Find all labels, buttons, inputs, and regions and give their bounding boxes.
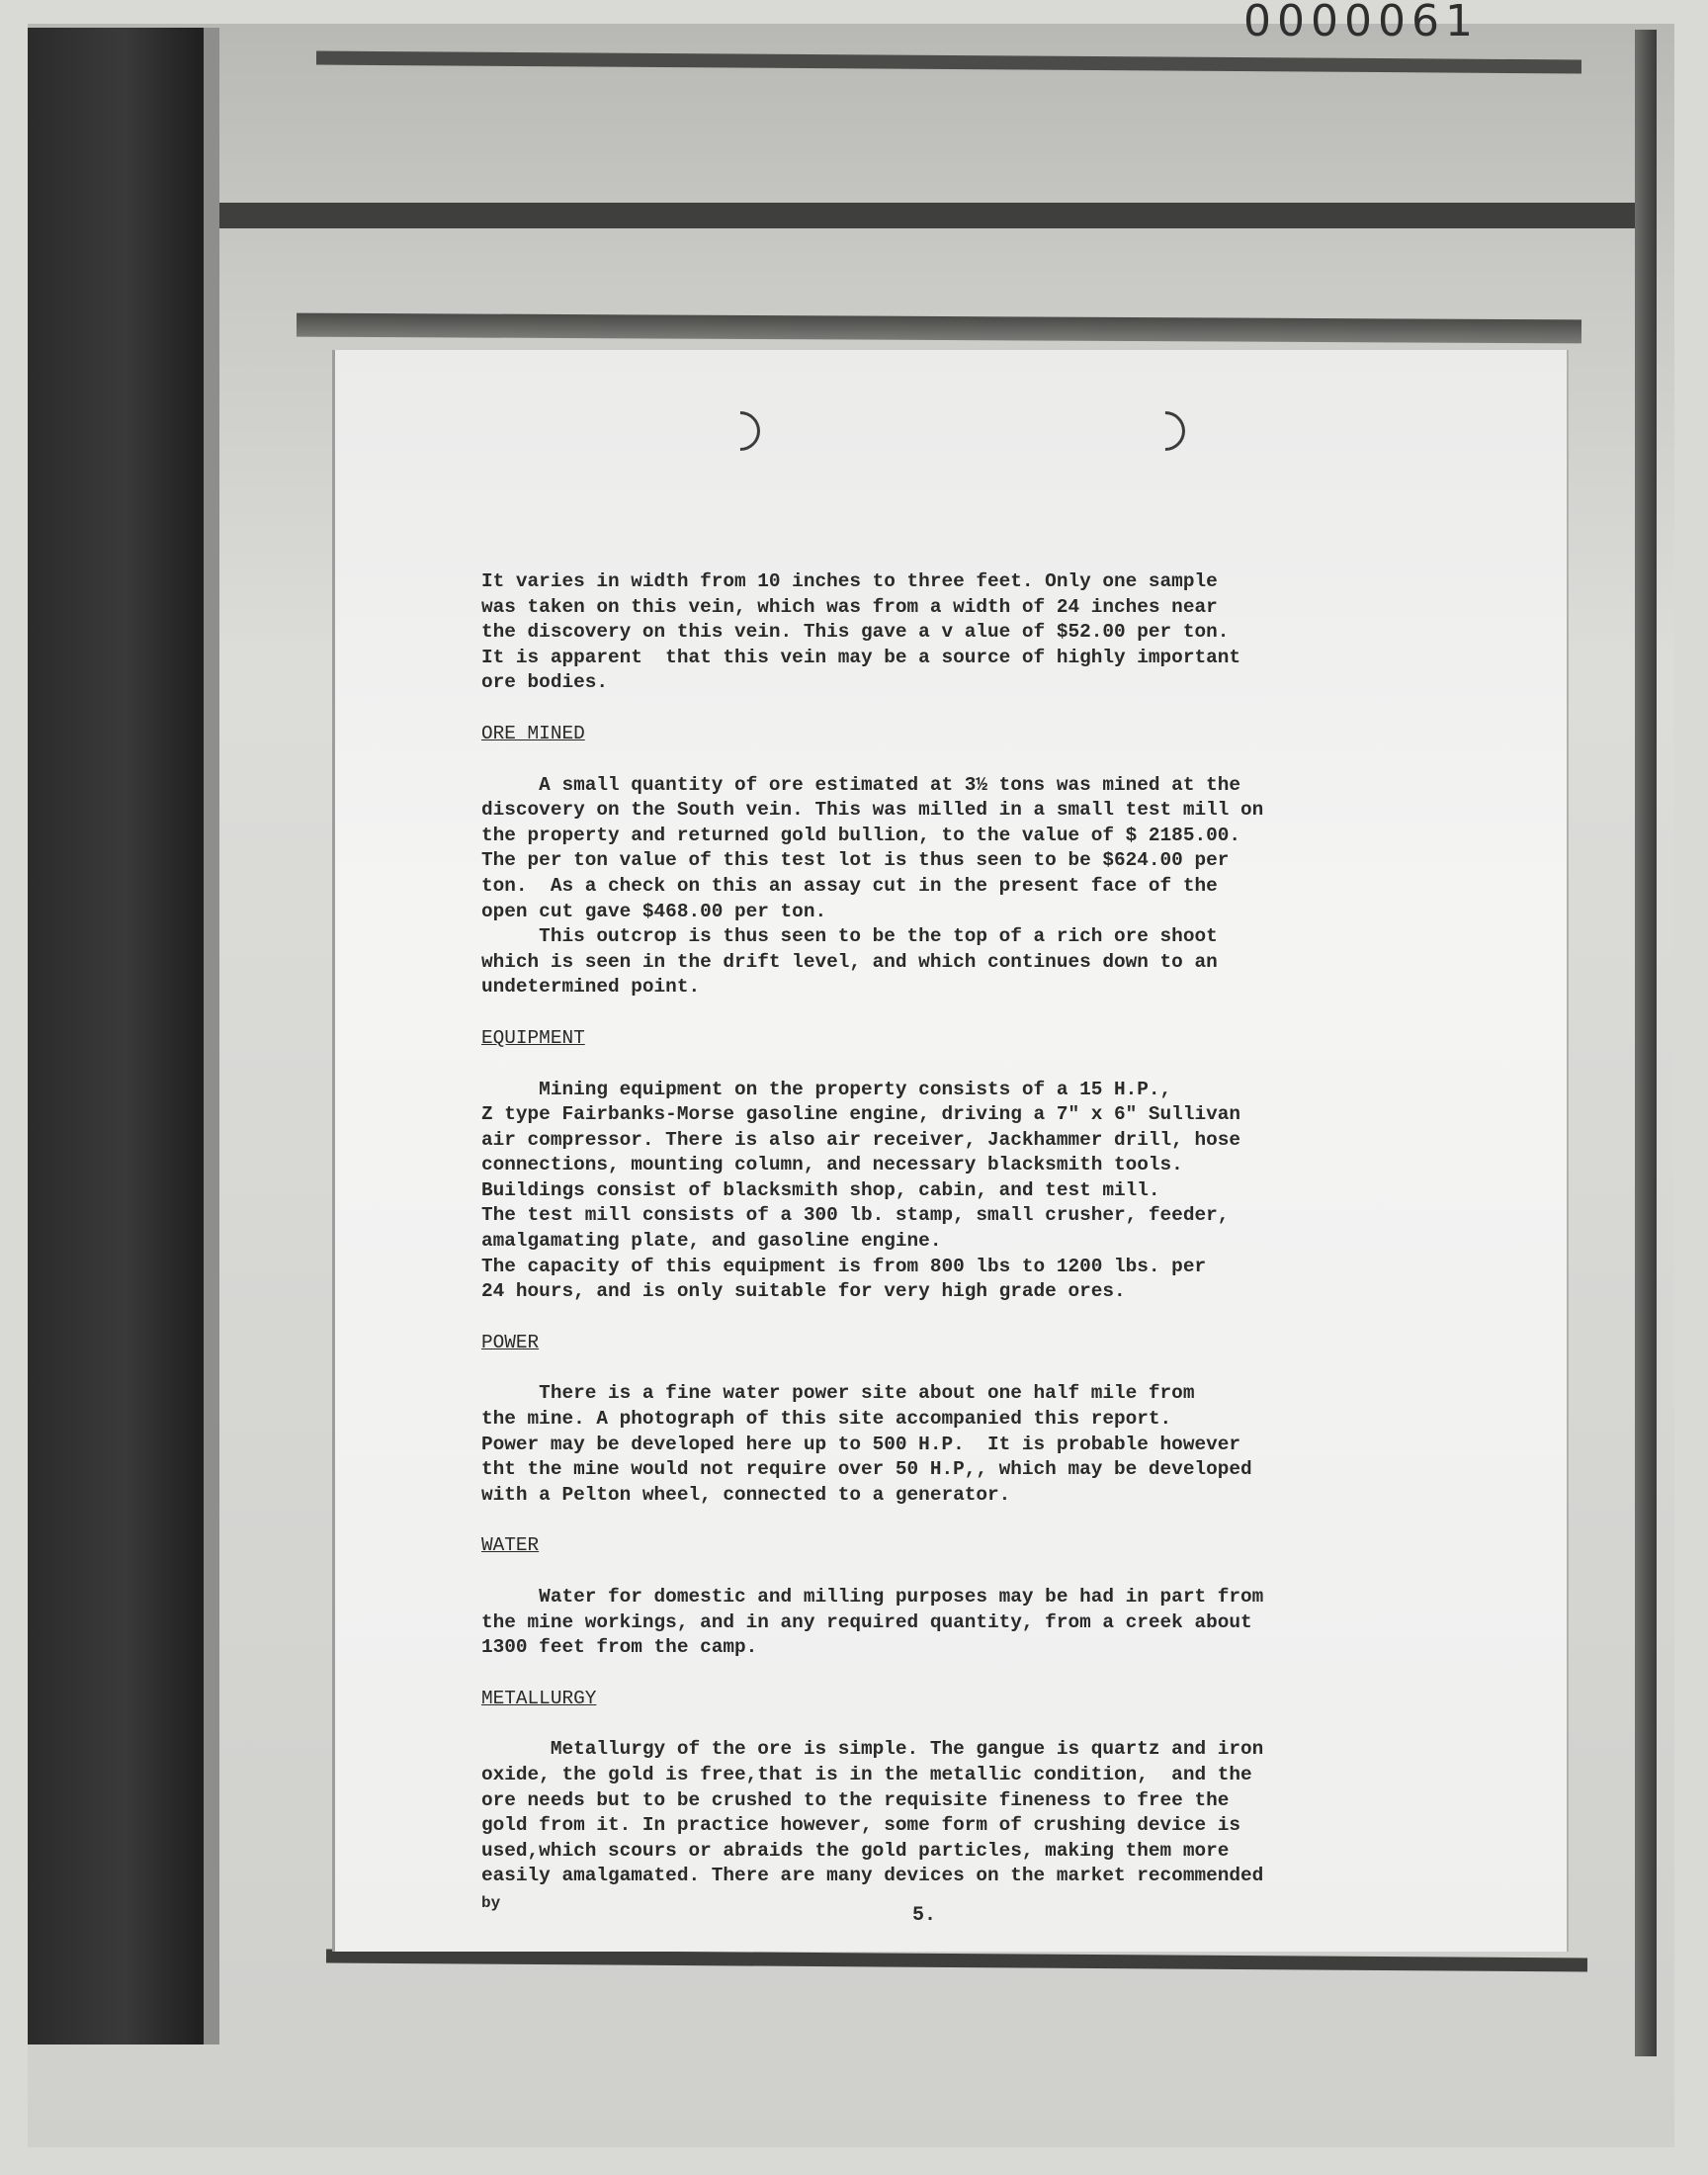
section-heading: ORE MINED	[481, 722, 585, 744]
section-ore-mined	[481, 696, 1529, 1000]
text-line: easily amalgamated. There are many devices on the market recommended	[481, 1865, 1264, 1887]
right-scan-edge	[1635, 30, 1657, 2056]
text-line: Z type Fairbanks-Morse gasoline engine, driving a 7" x 6" Sullivan	[481, 1103, 1240, 1126]
text-line: air compressor. There is also air receiver, Jackhammer drill, hose	[481, 1128, 1240, 1151]
section-heading: POWER	[481, 1331, 540, 1353]
section-metallurgy	[481, 1661, 1529, 1889]
text-line: Water for domestic and milling purposes may be had in part from	[481, 1586, 1264, 1608]
text-line: undetermined point.	[481, 976, 701, 999]
text-line: the mine. A photograph of this site accompanied this report.	[481, 1408, 1172, 1431]
document-stamp-number: 0000061	[1243, 0, 1479, 46]
text-line: ore needs but to be crushed to the requisite fineness to free the	[481, 1788, 1230, 1811]
section-equipment	[481, 1000, 1529, 1305]
text-line: was taken on this vein, which was from a width of 24 inches near	[481, 595, 1218, 618]
text-line: It varies in width from 10 inches to three feet. Only one sample	[481, 570, 1218, 592]
text-line: the property and returned gold bullion, to the value of $ 2185.00.	[481, 824, 1240, 846]
section-water	[481, 1508, 1529, 1660]
text-line: 1300 feet from the camp.	[481, 1636, 758, 1659]
handwritten-corner-mark: by	[481, 1894, 501, 1912]
text-line: gold from it. In practice however, some form of crushing device is	[481, 1814, 1240, 1837]
text-line: discovery on the South vein. This was milled in a small test mill on	[481, 799, 1264, 822]
text-line: 24 hours, and is only suitable for very high grade ores.	[481, 1280, 1126, 1303]
section-heading: EQUIPMENT	[481, 1026, 585, 1049]
text-line: open cut gave $468.00 per ton.	[481, 900, 827, 922]
binding-edge	[204, 28, 219, 2044]
text-line: connections, mounting column, and necessary blacksmith tools.	[481, 1154, 1183, 1176]
text-line: Buildings consist of blacksmith shop, cabin, and test mill.	[481, 1178, 1160, 1201]
text-line: Power may be developed here up to 500 H.P. It is probable however	[481, 1433, 1240, 1455]
text-line: It is apparent that this vein may be a source of highly important	[481, 646, 1240, 668]
page-body	[481, 569, 1529, 1889]
intro-paragraph	[481, 569, 1529, 696]
text-line: used,which scours or abraids the gold particles, making them more	[481, 1839, 1230, 1862]
text-line: There is a fine water power site about one half mile from	[481, 1382, 1195, 1405]
text-line: The capacity of this equipment is from 800 lbs to 1200 lbs. per	[481, 1255, 1207, 1277]
text-line: This outcrop is thus seen to be the top of a rich ore shoot	[481, 925, 1218, 948]
text-line: with a Pelton wheel, connected to a generator.	[481, 1483, 1011, 1506]
section-heading: METALLURGY	[481, 1687, 597, 1709]
text-line: ore bodies.	[481, 671, 608, 694]
text-line: Metallurgy of the ore is simple. The gangue is quartz and iron	[481, 1738, 1264, 1761]
typewritten-page	[332, 350, 1569, 1952]
section-power	[481, 1305, 1529, 1509]
dark-binding-strip	[28, 28, 204, 2044]
text-line: the discovery on this vein. This gave a v alue of $52.00 per ton.	[481, 621, 1230, 644]
text-line: which is seen in the drift level, and which continues down to an	[481, 950, 1218, 973]
text-line: amalgamating plate, and gasoline engine.	[481, 1230, 942, 1253]
punch-hole-left	[713, 403, 769, 460]
text-line: oxide, the gold is free,that is in the metallic condition, and the	[481, 1763, 1252, 1785]
text-line: tht the mine would not require over 50 H.P,, which may be developed	[481, 1458, 1252, 1481]
text-line: A small quantity of ore estimated at 3½ tons was mined at the	[481, 773, 1240, 796]
page-number: 5.	[912, 1904, 937, 1927]
text-line: the mine workings, and in any required quantity, from a creek about	[481, 1610, 1252, 1633]
text-line: ton. As a check on this an assay cut in the present face of the	[481, 874, 1218, 897]
text-line: The per ton value of this test lot is thus seen to be $624.00 per	[481, 849, 1230, 872]
top-dark-band	[219, 203, 1635, 228]
section-heading: WATER	[481, 1534, 540, 1557]
text-line: The test mill consists of a 300 lb. stamp, small crusher, feeder,	[481, 1204, 1230, 1227]
punch-hole-right	[1138, 403, 1194, 460]
text-line: Mining equipment on the property consists of a 15 H.P.,	[481, 1078, 1172, 1100]
